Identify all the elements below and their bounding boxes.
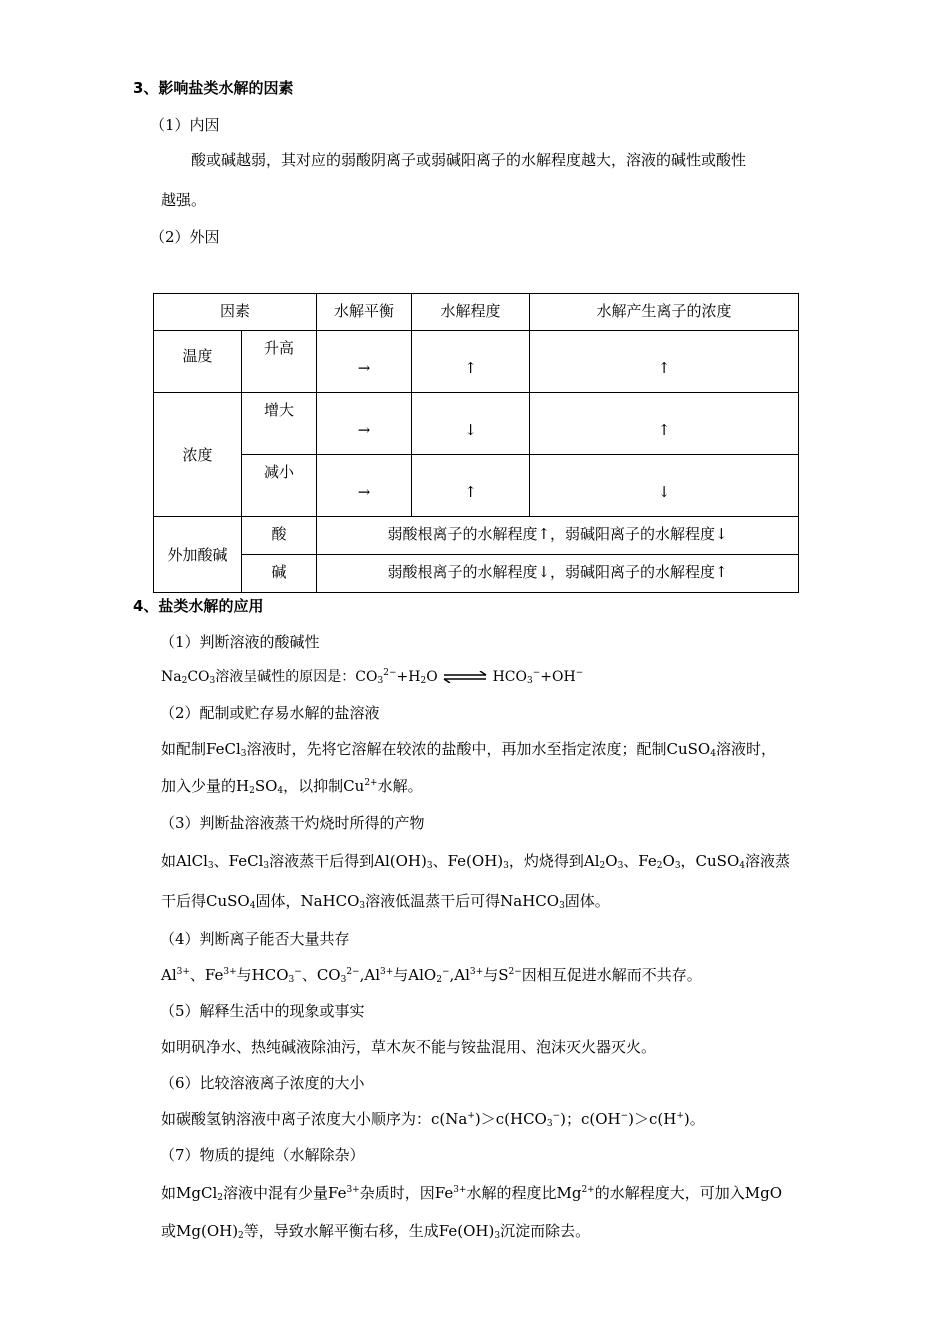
up-arrow: ↑ — [657, 359, 671, 377]
down-arrow: ↓ — [464, 421, 477, 439]
temp-balance — [317, 331, 412, 393]
equilibrium-arrow-icon — [442, 671, 488, 683]
factor-temperature: 温度 — [154, 331, 242, 393]
conc-down-conc — [530, 455, 799, 517]
temp-conc — [530, 331, 799, 393]
up-arrow: ↑ — [464, 483, 477, 501]
app-1-equation: $Na_2CO_3$溶液呈碱性的原因是：$CO_3^{2-}+H_2O$ $HCO_3^-+OH^-$ — [161, 668, 584, 686]
inner-factor-text-1: 酸或碱越弱，其对应的弱酸阴离子或弱碱阳离子的水解程度越大，溶液的碱性或酸性 — [191, 151, 747, 169]
conc-up-balance — [317, 393, 412, 455]
app-3-label: （3）判断盐溶液蒸干灼烧时所得的产物 — [160, 814, 425, 832]
cond-temp-rise: 升高 — [242, 331, 317, 393]
app-6-label: （6）比较溶液离子浓度的大小 — [160, 1074, 365, 1092]
app-7-text-1: 如MgCl$_2$溶液中混有少量$Fe^{3+}$杂质时，因$Fe^{3+}$水解的程度比$Mg^{2+}$的水解程度大，可加入MgO — [161, 1184, 782, 1203]
app-6-text: 如碳酸氢钠溶液中离子浓度大小顺序为：$c(Na^+)>c(HCO_3^-)$；c(OH−)＞c(H+)。 — [161, 1110, 705, 1129]
header-factor: 因素 — [154, 294, 317, 331]
down-arrow: ↓ — [657, 483, 671, 501]
up-arrow: ↑ — [464, 359, 477, 377]
conc-up-conc — [530, 393, 799, 455]
app-3-text-1: 如AlCl$_3$、FeCl$_3$溶液蒸干后得到$Al(OH)_3$、$Fe(OH)_3$，灼烧得到$Al_2O_3$、$Fe_2O_3$，CuSO$_4$溶液蒸 — [161, 852, 791, 871]
conc-down-degree — [412, 455, 530, 517]
app-5-text: 如明矾净水、热纯碱液除油污，草木灰不能与铵盐混用、泡沫灭火器灭火。 — [161, 1038, 657, 1056]
section-4-title: 4、盐类水解的应用 — [133, 597, 264, 615]
header-concentration: 水解产生离子的浓度 — [530, 294, 799, 331]
conc-up-degree — [412, 393, 530, 455]
header-degree: 水解程度 — [412, 294, 530, 331]
factor-concentration: 浓度 — [154, 393, 242, 517]
right-arrow: → — [357, 421, 371, 439]
app-7-label: （7）物质的提纯（水解除杂） — [160, 1146, 365, 1164]
header-balance: 水解平衡 — [317, 294, 412, 331]
section-3-title: 3、影响盐类水解的因素 — [133, 79, 294, 97]
app-2-text-2: 加入少量的$H_2SO_4$，以抑制$Cu^{2+}$水解。 — [161, 777, 423, 796]
cond-conc-decrease: 减小 — [242, 455, 317, 517]
cond-acid: 酸 — [242, 517, 317, 555]
app-7-text-2: 或$Mg(OH)_2$等，导致水解平衡右移，生成$Fe(OH)_3$沉淀而除去。 — [161, 1222, 591, 1241]
outer-factor-label: （2）外因 — [150, 228, 220, 246]
factor-acid-base: 外加酸碱 — [154, 517, 242, 593]
cond-base: 碱 — [242, 555, 317, 593]
base-effect: 弱酸根离子的水解程度↓，弱碱阳离子的水解程度↑ — [317, 555, 799, 593]
app-3-text-2: 干后得CuSO$_4$固体，NaHCO$_3$溶液低温蒸干后可得NaHCO$_3$固体。 — [161, 892, 610, 911]
app-1-label: （1）判断溶液的酸碱性 — [160, 633, 320, 651]
cond-conc-increase: 增大 — [242, 393, 317, 455]
right-arrow: → — [357, 359, 371, 377]
app-2-text-1: 如配制FeCl$_3$溶液时，先将它溶解在较浓的盐酸中，再加水至指定浓度；配制CuSO$_4$溶液时， — [161, 740, 776, 759]
acid-effect: 弱酸根离子的水解程度↑，弱碱阳离子的水解程度↓ — [317, 517, 799, 555]
app-2-label: （2）配制或贮存易水解的盐溶液 — [160, 704, 380, 722]
right-arrow: → — [357, 483, 371, 501]
external-factor-table — [153, 293, 799, 593]
temp-degree — [412, 331, 530, 393]
app-4-text: $Al^{3+}$、$Fe^{3+}$与$HCO_3^-$、$CO_3^{2-},Al^{3+}$与$AlO_2^-,Al^{3+}$与$S^{2-}$因相互促进水解而不共存。 — [161, 966, 702, 985]
inner-factor-text-2: 越强。 — [161, 191, 207, 209]
conc-down-balance — [317, 455, 412, 517]
app-5-label: （5）解释生活中的现象或事实 — [160, 1002, 365, 1020]
app-4-label: （4）判断离子能否大量共存 — [160, 930, 350, 948]
inner-factor-label: （1）内因 — [150, 116, 220, 134]
up-arrow: ↑ — [657, 421, 671, 439]
